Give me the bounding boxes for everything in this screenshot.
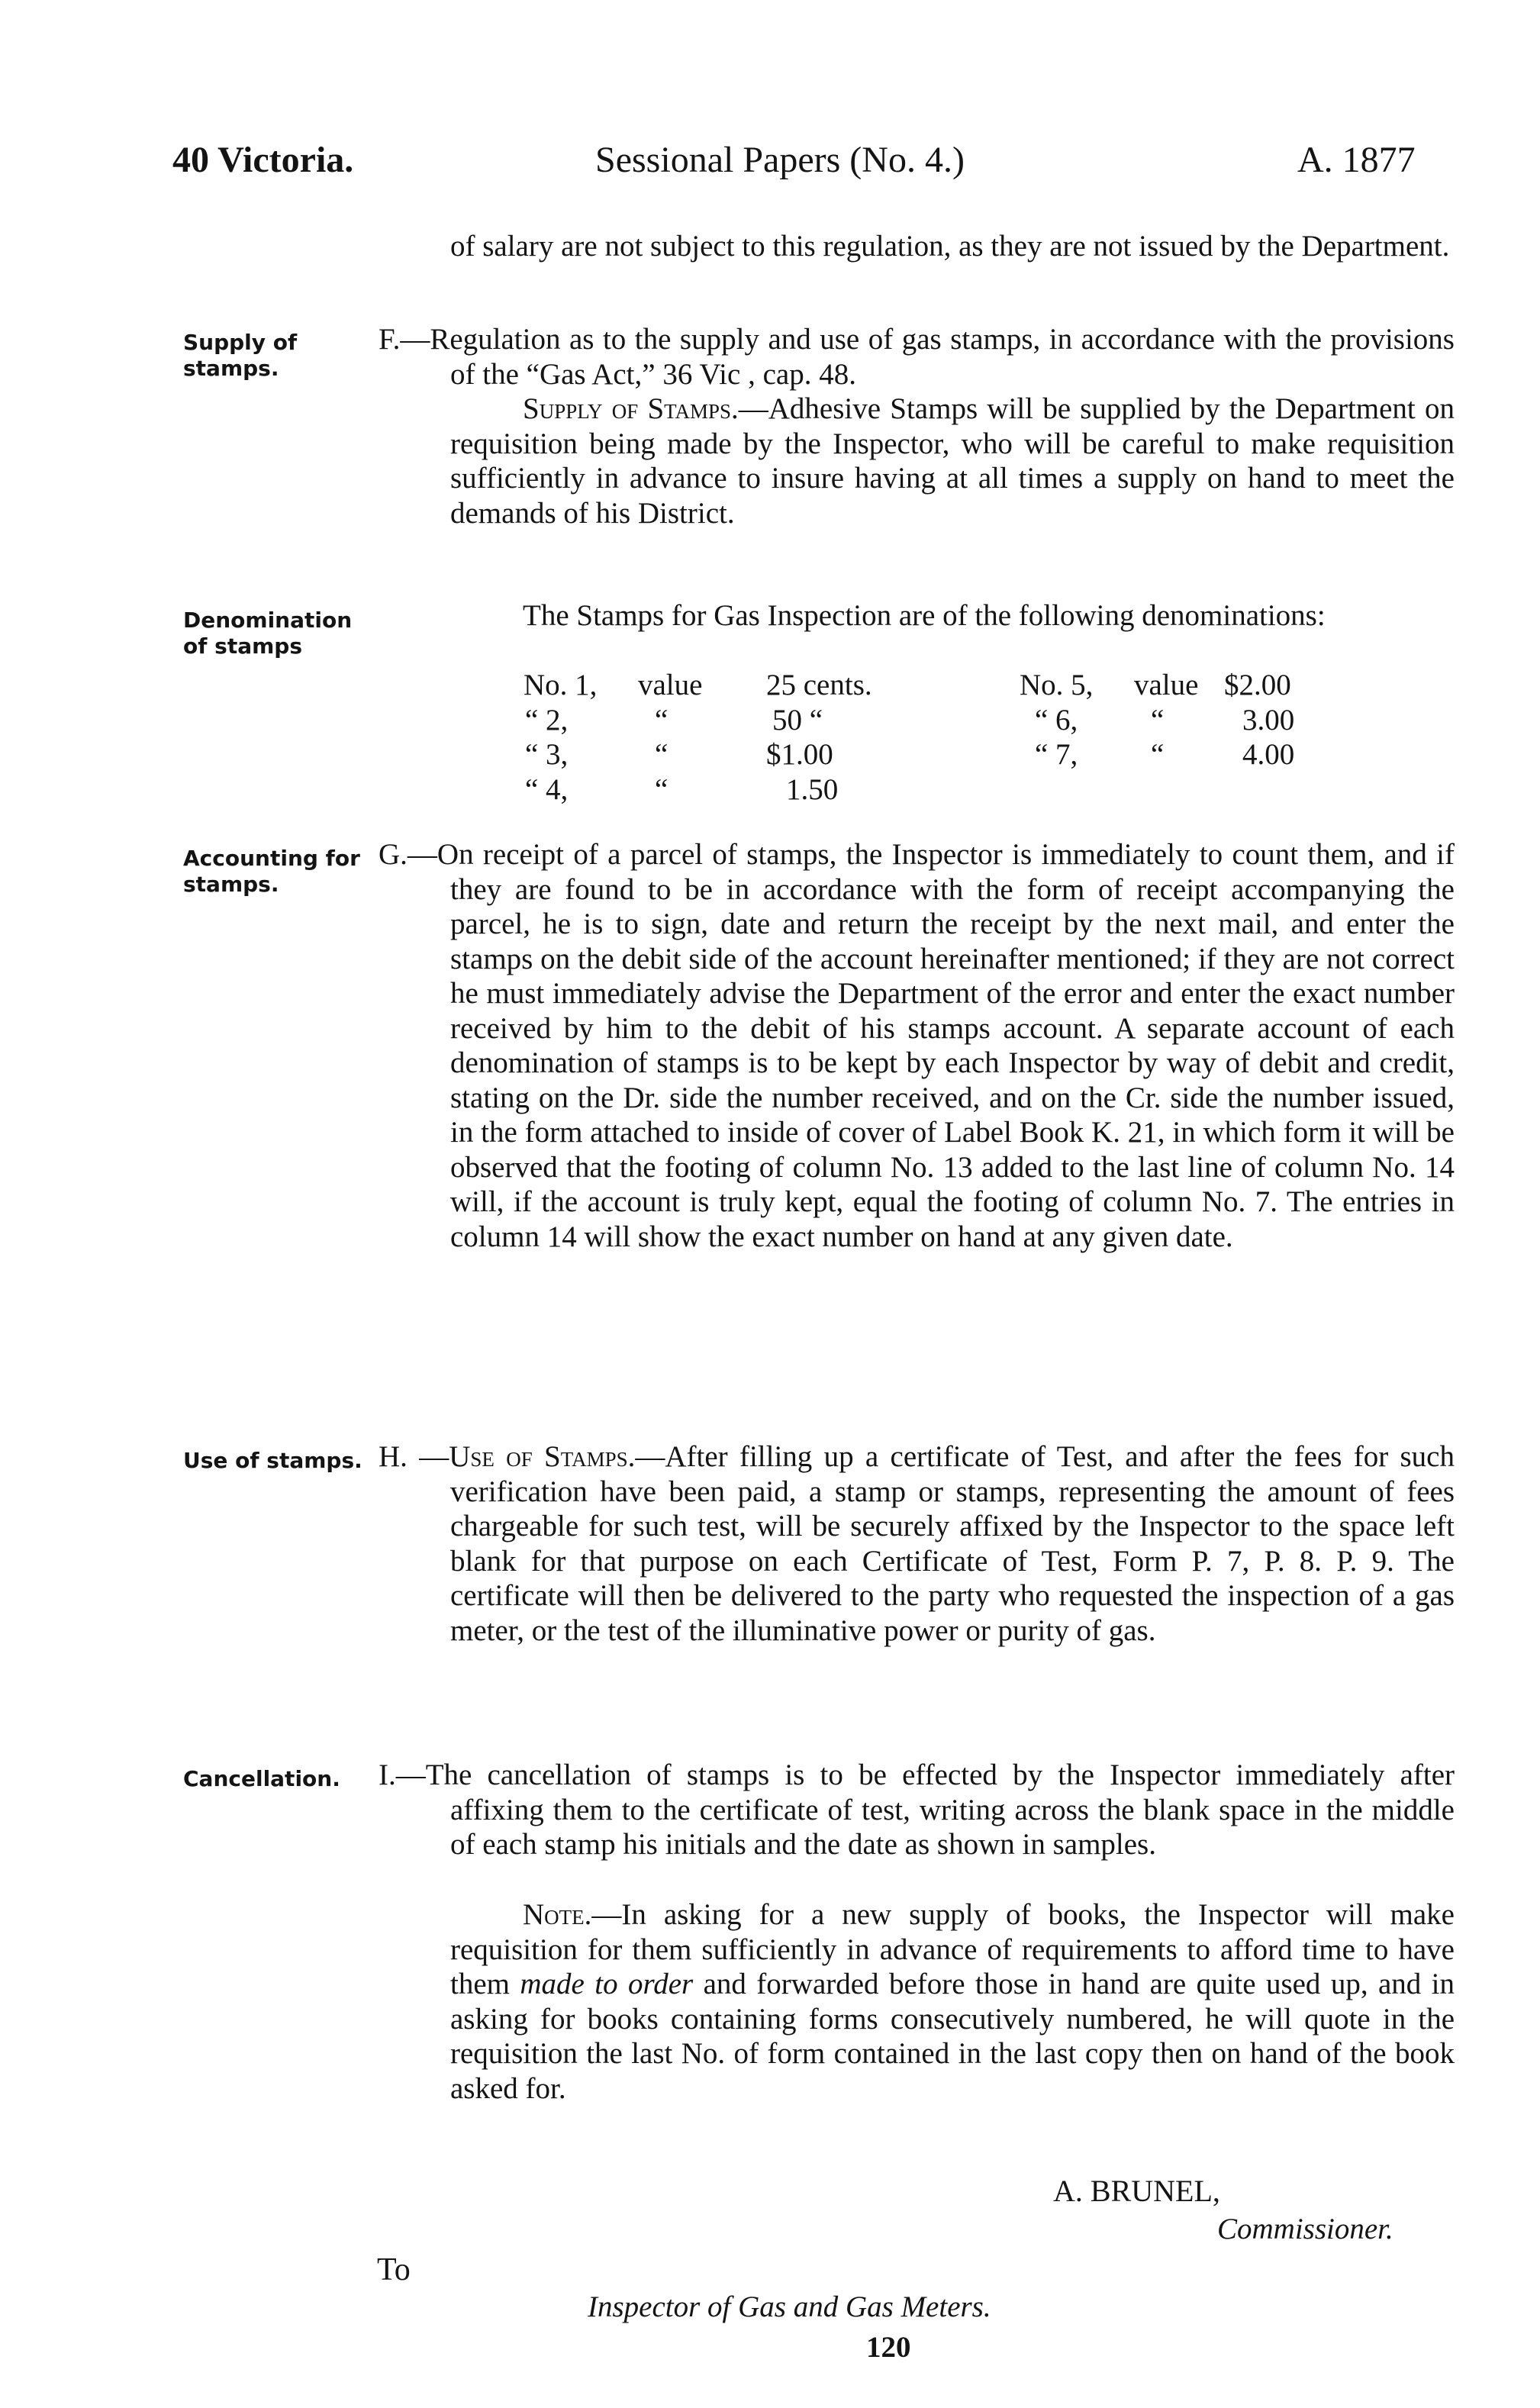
denom-label: “ <box>1151 703 1165 737</box>
to-label: To <box>377 2252 411 2287</box>
denom-col-value-left <box>766 668 872 807</box>
note-body-pre: —In asking for a new supply of books, the Inspector will make requisition for them sufficiently in advance of requirements to afford time to have them <box>450 1898 1455 2000</box>
note-body-italic: made to order <box>520 1968 694 2000</box>
page-number: 120 <box>866 2331 911 2364</box>
section-h-body: —After filling up a certificate of Test, and after the fees for such verification have been paid, a stamp or stamps, representing the amount of fees chargeable for such test, will be securely affixed by the Inspector to the space left blank for that purpose on each Certificate of Test, Form P. 7, P. 8. P. 9. The certificate will then be delivered to the party who requested the inspection of a gas meter, or the test of the illuminative power or purity of gas. <box>450 1440 1455 1647</box>
denom-col-label-right <box>1134 668 1198 772</box>
denom-value: 4.00 <box>1242 738 1295 771</box>
denom-label: “ <box>1151 738 1165 771</box>
continuation-paragraph: of salary are not subject to this regulation, as they are not issued by the Department. <box>450 230 1450 263</box>
denom-value: 1.50 <box>786 772 839 806</box>
denom-col-no-right <box>1020 668 1093 772</box>
denom-no: “ 6, <box>1035 703 1078 737</box>
denom-no: “ 7, <box>1035 738 1078 771</box>
denom-no: No. 5, <box>1020 669 1094 701</box>
denom-no: “ 4, <box>525 772 569 806</box>
section-h-paragraph <box>379 1439 1455 1648</box>
denom-label: “ <box>655 703 669 737</box>
denom-col-value-right <box>1224 668 1294 772</box>
signature-title: Commissioner. <box>1217 2213 1393 2245</box>
header-right: A. 1877 <box>1297 140 1416 180</box>
margin-note-cancellation: Cancellation. <box>183 1766 340 1791</box>
margin-note-accounting: Accounting for stamps. <box>183 846 360 897</box>
section-h-letter: H. — <box>379 1440 449 1473</box>
addressee: Inspector of Gas and Gas Meters. <box>588 2290 991 2323</box>
signature-name: A. BRUNEL, <box>1053 2174 1220 2208</box>
section-f-lead: Supply of Stamps. <box>523 392 739 425</box>
header-left: 40 Victoria. <box>172 140 354 180</box>
denom-col-no-left <box>524 668 597 807</box>
section-f-body: —Adhesive Stamps will be supplied by the Department on requisition being made by the Inspector, who will be careful to make requisition sufficiently in advance to insure having at all times a supply on hand to meet the demands of his District. <box>450 392 1455 530</box>
denom-col-label-left <box>638 668 702 807</box>
section-f-paragraph <box>450 392 1455 530</box>
note-paragraph <box>450 1897 1455 2106</box>
denom-value: 3.00 <box>1242 703 1295 737</box>
note-body-post: and forwarded before those in hand are quite used up, and in asking for books containing forms consecutively numbered, he will quote in the requisition the last No. of form contained in the last copy then on hand of the book asked for. <box>450 1968 1455 2105</box>
margin-note-use-of-stamps: Use of stamps. <box>183 1448 362 1473</box>
denom-no: “ 2, <box>525 703 569 737</box>
denom-label: value <box>1134 669 1199 701</box>
section-i-paragraph: I.—The cancellation of stamps is to be effected by the Inspector immediately after affixing them to the certificate of test, writing across the blank space in the middle of each stamp his initials and the date as shown in samples. <box>379 1758 1455 1861</box>
denom-label: “ <box>655 738 669 771</box>
section-f-heading: F.—Regulation as to the supply and use of gas stamps, in accordance with the provisions of the “Gas Act,” 36 Vic , cap. 48. <box>379 323 1455 391</box>
denominations-intro: The Stamps for Gas Inspection are of the following denominations: <box>523 599 1326 632</box>
section-g-paragraph: G.—On receipt of a parcel of stamps, the Inspector is immediately to count them, and if they are found to be in accordance with the form of receipt accompanying the parcel, he is to sign, date and return the receipt by the next mail, and enter the stamps on the debit side of the account hereinafter mentioned; if they are not correct he must immediately advise the Department of the error and enter the exact number received by him to the debit of his stamps account. A separate account of each denomination of stamps is to be kept by each Inspector by way of debit and credit, stating on the Dr. side the number received, and on the Cr. side the number issued, in the form attached to inside of cover of Label Book K. 21, in which form it will be observed that the footing of column No. 13 added to the last line of column No. 14 will, if the account is truly kept, equal the footing of column No. 7. The entries in column 14 will show the exact number on hand at any given date. <box>379 838 1455 1253</box>
note-lead: Note. <box>523 1898 592 1931</box>
denom-no: “ 3, <box>525 738 569 771</box>
margin-note-supply: Supply of stamps. <box>183 330 298 381</box>
denom-value: $2.00 <box>1224 669 1291 701</box>
header-center: Sessional Papers (No. 4.) <box>595 140 965 180</box>
denom-label: “ <box>655 772 669 806</box>
denom-value: 50 “ <box>772 703 823 737</box>
margin-note-denomination: Denomination of stamps <box>183 608 353 659</box>
section-h-lead: Use of Stamps. <box>449 1440 636 1473</box>
denom-no: No. 1, <box>524 669 598 701</box>
denom-value: 25 cents. <box>766 669 872 701</box>
denom-label: value <box>638 669 703 701</box>
denom-value: $1.00 <box>766 738 833 771</box>
